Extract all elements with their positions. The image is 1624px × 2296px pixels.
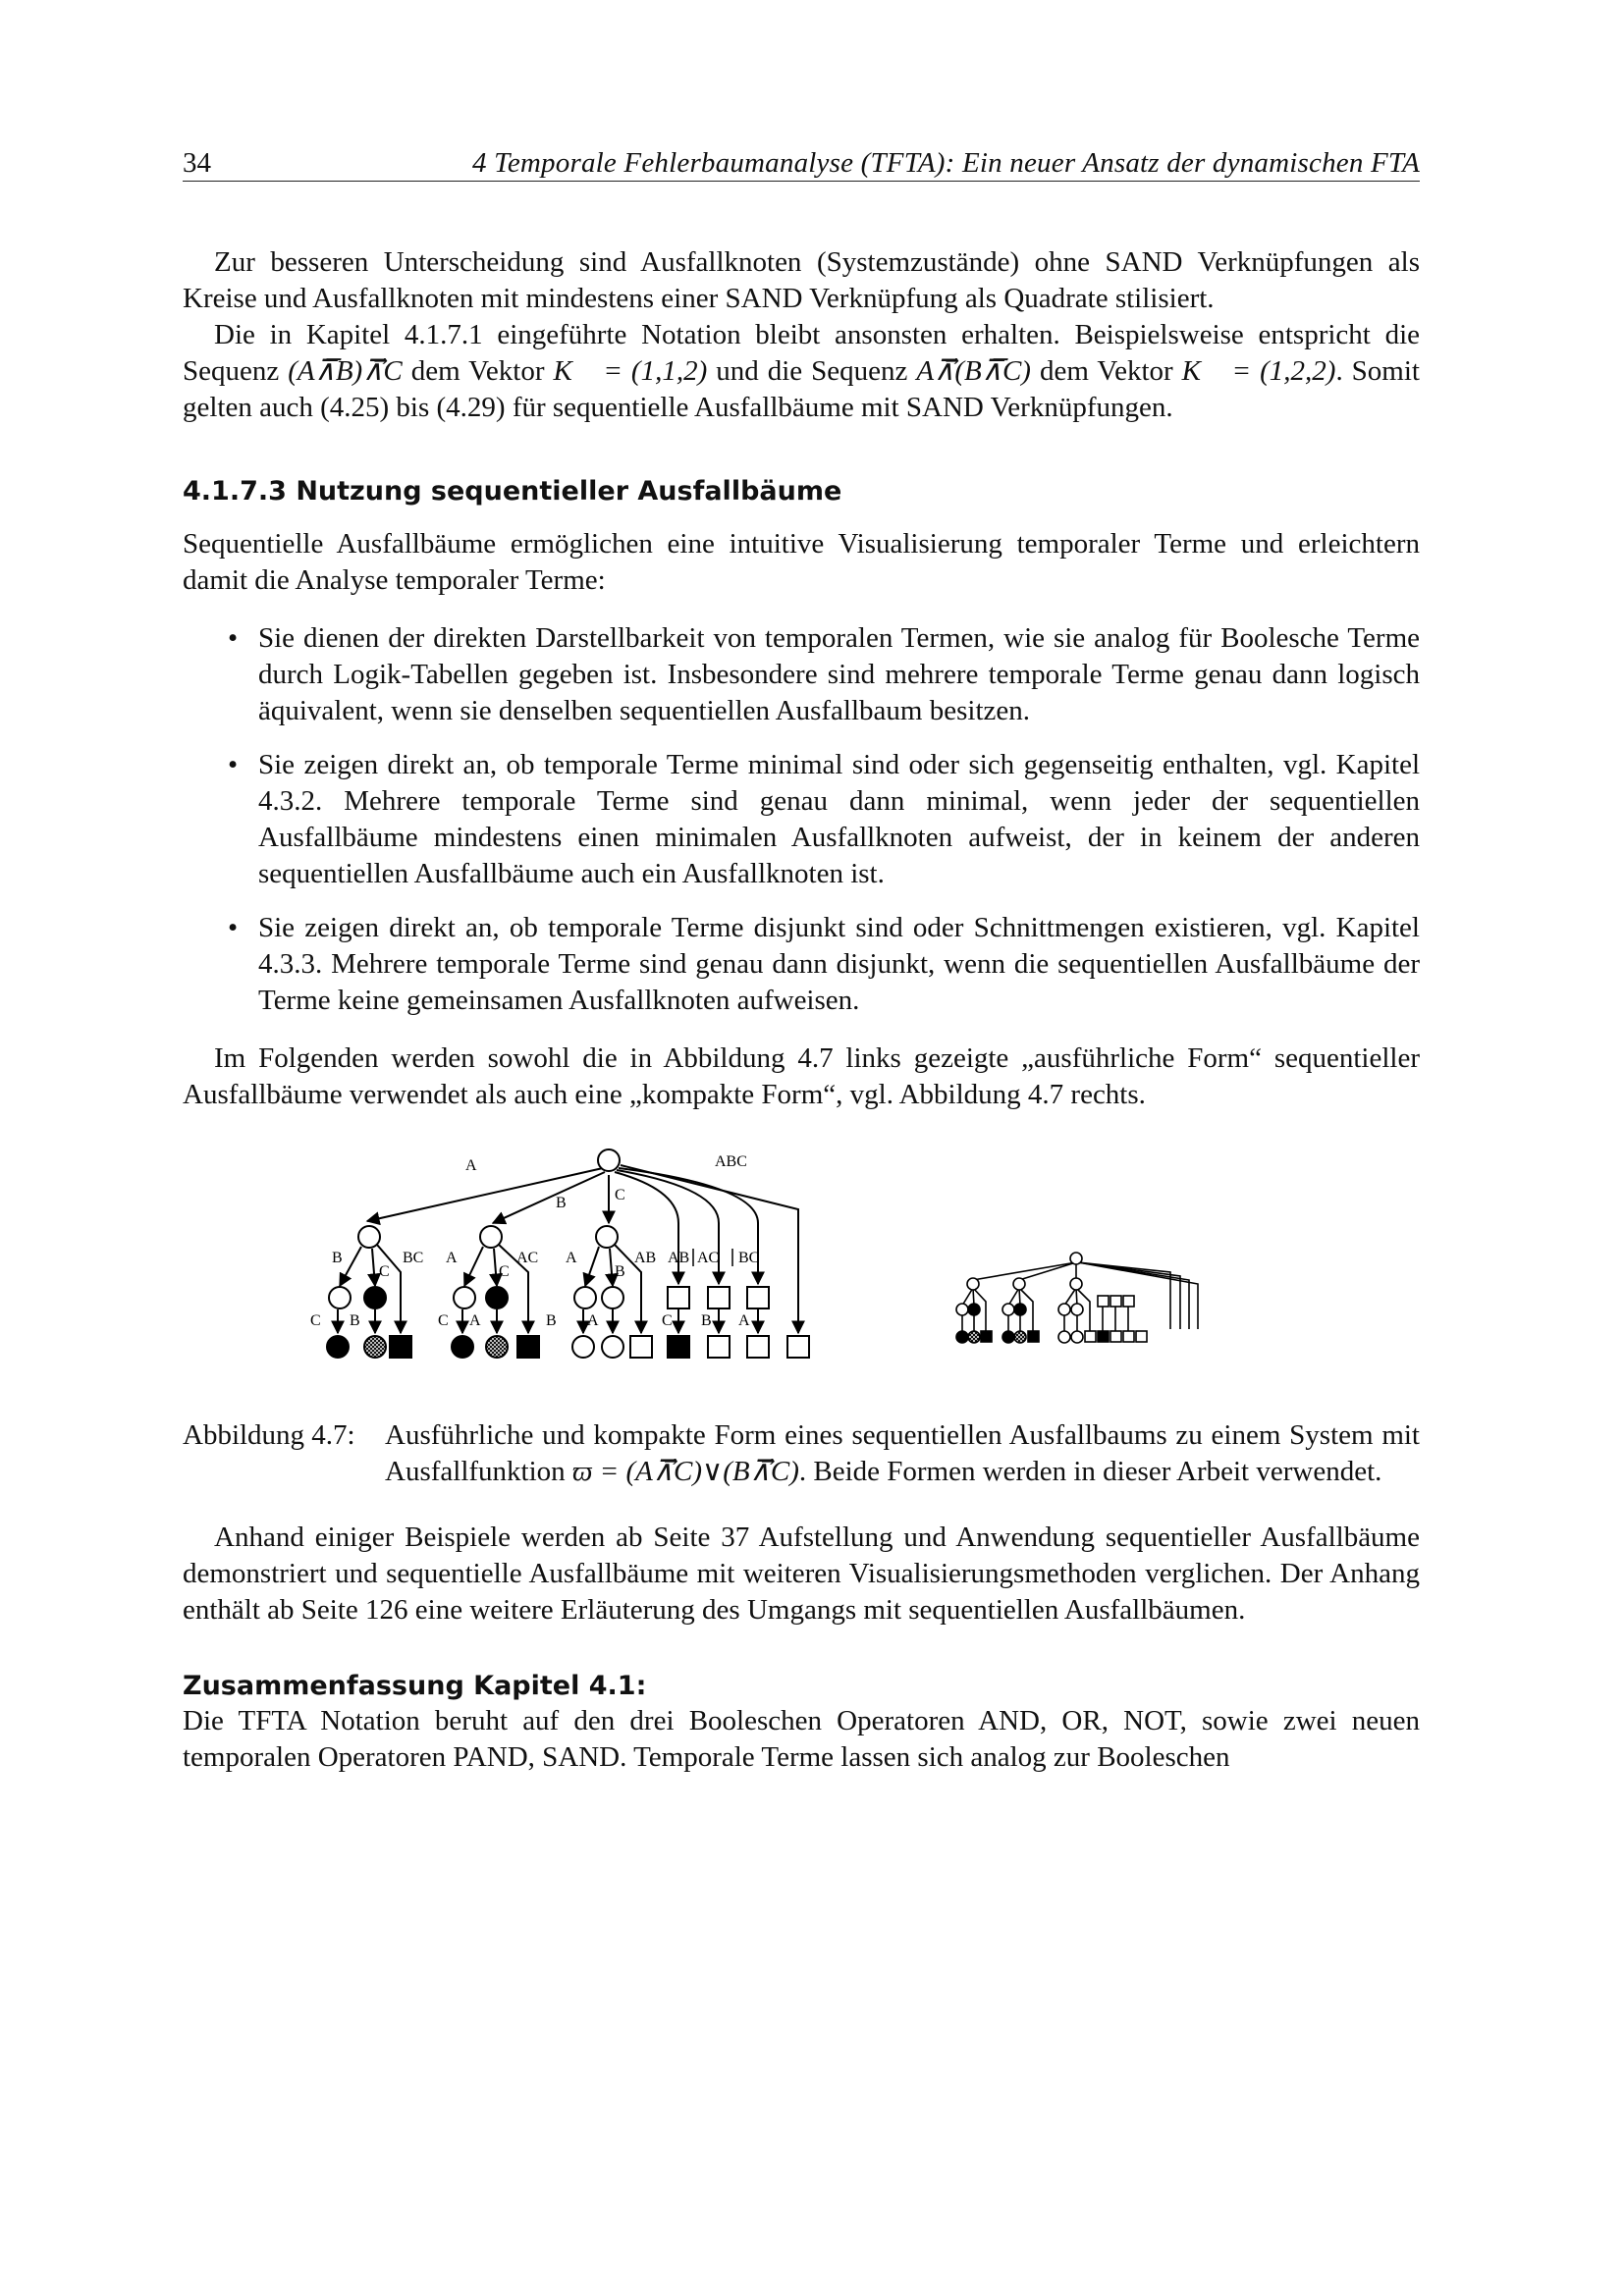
- paragraph-notation-shapes: Zur besseren Unterscheidung sind Ausfallknoten (Systemzustände) ohne SAND Verknüpfungen als Kreise und Ausfallknoten mit mindestens einer SAND Verknüpfung als Quadrate stilisiert.: [183, 246, 1420, 314]
- bullet-item: [183, 910, 1420, 1019]
- edge-label: A: [446, 1250, 458, 1266]
- text-run: Die in Kapitel 4.1.7.1 eingeführte Notation bleibt ansonsten erhalten. Beispielsweise entspricht die Sequenz: [183, 319, 1420, 387]
- running-title: 4 Temporale Fehlerbaumanalyse (TFTA): Ein neuer Ansatz der dynamischen FTA: [472, 147, 1420, 179]
- edge-label: C: [499, 1263, 510, 1280]
- node-sand-AC: [708, 1287, 730, 1308]
- paragraph-examples: Anhand einiger Beispiele werden ab Seite 37 Aufstellung und Anwendung sequentieller Ausfallbäume demonstriert und sequentielle Ausfallbäume mit weiteren Visualisierungsmethoden verglichen. Der Anhang enthält ab Seite 126 eine weitere Erläuterung des Umgangs mit sequentiellen Ausfallbäumen.: [183, 1522, 1420, 1626]
- leaf-3: [390, 1336, 411, 1358]
- leaf-8: [602, 1336, 623, 1358]
- node-AC: [364, 1287, 386, 1308]
- bullet-text: Sie zeigen direkt an, ob temporale Terme minimal sind oder sich gegenseitig enthalten, vgl. Kapitel 4.3.2. Mehrere temporale Terme sind genau dann minimal, wenn jeder der sequentiellen Ausfallbäume mindestens einen minimalen Ausfallknoten aufweist, der in keinem der anderen sequentiellen Ausfallbäume auch ein Ausfallknoten ist.: [258, 749, 1420, 889]
- summary-text: Die TFTA Notation beruht auf den drei Booleschen Operatoren AND, OR, NOT, sowie zwei neuen temporalen Operatoren PAND, SAND. Temporale Terme lassen sich analog zur Booleschen: [183, 1705, 1420, 1773]
- caption-label: Abbildung 4.7:: [183, 1419, 355, 1451]
- text-run: Ausführliche und kompakte Form eines sequentiellen Ausfallbaums zu einem System mit Ausfallfunktion: [385, 1419, 1420, 1487]
- edge-label: AC: [697, 1250, 720, 1266]
- section-intro: Sequentielle Ausfallbäume ermöglichen eine intuitive Visualisierung temporaler Terme und erleichtern damit die Analyse temporaler Terme:: [183, 528, 1420, 596]
- figure-caption: [183, 1417, 1420, 1490]
- edge-label: B: [556, 1195, 567, 1211]
- math-sequence-2: A⊼⃗(B⊼̅C): [916, 355, 1031, 387]
- running-header: [183, 137, 1420, 182]
- edge-label: BC: [403, 1250, 424, 1266]
- figure-sequential-failure-tree: [183, 1129, 1420, 1414]
- edge-label: A: [738, 1312, 750, 1329]
- node-sand-AB: [668, 1287, 689, 1308]
- leaf-12: [747, 1336, 769, 1358]
- node-sand-BC: [747, 1287, 769, 1308]
- bullet-dot-icon: •: [228, 912, 239, 943]
- edge-label: B: [546, 1312, 557, 1329]
- text-run: . Beide Formen werden in dieser Arbeit verwendet.: [798, 1456, 1382, 1487]
- edge-label: C: [379, 1263, 390, 1280]
- bullet-text: Sie dienen der direkten Darstellbarkeit von temporalen Termen, wie sie analog für Boolesche Terme durch Logik-Tabellen gegeben ist. Insbesondere sind mehrere temporale Terme genau dann logisch äquivalent, wenn sie denselben sequentiellen Ausfallbaum besitzen.: [258, 622, 1420, 726]
- node-CB: [602, 1287, 623, 1308]
- figure-svg: [183, 1129, 1420, 1414]
- edge-label: B: [701, 1312, 712, 1329]
- edge-label: ABC: [715, 1153, 747, 1170]
- paragraph-notation-vectors: [183, 317, 1420, 426]
- node-A: [358, 1226, 380, 1248]
- leaf-2: [364, 1336, 386, 1358]
- edge-label: A: [469, 1312, 481, 1329]
- text-run: dem Vektor: [402, 355, 554, 387]
- node-root: [598, 1149, 620, 1171]
- paragraph-forms: Im Folgenden werden sowohl die in Abbildung 4.7 links gezeigte „ausführliche Form“ sequentieller Ausfallbäume verwendet als auch eine „kompakte Form“, vgl. Abbildung 4.7 rechts.: [183, 1042, 1420, 1110]
- text-run: und die Sequenz: [707, 355, 917, 387]
- bullet-item: [183, 620, 1420, 729]
- edge-label: A: [587, 1312, 599, 1329]
- page: [183, 137, 1420, 1776]
- bullet-item: [183, 747, 1420, 892]
- math-vector-2: K⃗ = (1,2,2): [1181, 355, 1336, 387]
- node-C: [596, 1226, 618, 1248]
- leaf-11: [708, 1336, 730, 1358]
- node-CA: [574, 1287, 596, 1308]
- edge-label: B: [350, 1312, 360, 1329]
- math-vector-1: K⃗ = (1,1,2): [553, 355, 708, 387]
- edge-label: A: [465, 1157, 477, 1174]
- summary-heading: Zusammenfassung Kapitel 4.1:: [183, 1671, 647, 1701]
- text-run: . Somit gelten auch (4.25) bis (4.29) für sequentielle Ausfallbäume mit SAND Verknüpfungen.: [183, 355, 1420, 423]
- page-number: 34: [183, 147, 211, 179]
- edge-label: AB: [668, 1250, 690, 1266]
- node-B: [480, 1226, 502, 1248]
- edge-root-AC: [617, 1170, 719, 1284]
- leaf-1: [327, 1336, 349, 1358]
- edge-root-A: [367, 1168, 603, 1221]
- leaf-6: [517, 1336, 539, 1358]
- bullet-list: [183, 620, 1420, 1019]
- edge-label: C: [615, 1187, 625, 1203]
- leaf-13: [787, 1336, 809, 1358]
- bullet-dot-icon: •: [228, 749, 239, 780]
- section-heading: 4.1.7.3 Nutzung sequentieller Ausfallbäume: [183, 476, 842, 507]
- edge-label: B: [332, 1250, 343, 1266]
- caption-formula: ϖ = (A⊼⃗C)∨(B⊼⃗C): [571, 1456, 799, 1487]
- node-BA: [454, 1287, 475, 1308]
- leaf-10: [668, 1336, 689, 1358]
- edge-label: C: [310, 1312, 321, 1329]
- node-BC: [486, 1287, 508, 1308]
- caption-text: [385, 1417, 1420, 1490]
- math-sequence-1: (A⊼̅B)⊼⃗C: [288, 355, 403, 387]
- edge-label: B: [615, 1263, 625, 1280]
- leaf-4: [452, 1336, 473, 1358]
- leaf-7: [572, 1336, 594, 1358]
- bullet-text: Sie zeigen direkt an, ob temporale Terme disjunkt sind oder Schnittmengen existieren, vgl. Kapitel 4.3.3. Mehrere temporale Terme sind genau dann disjunkt, wenn die sequentiellen Ausfallbäume der Terme keine gemeinsamen Ausfallknoten aufweisen.: [258, 912, 1420, 1016]
- edge-label: BC: [738, 1250, 760, 1266]
- text-run: dem Vektor: [1030, 355, 1182, 387]
- leaf-9: [630, 1336, 652, 1358]
- edge-label: A: [566, 1250, 577, 1266]
- edge-label: C: [662, 1312, 673, 1329]
- edge-label: AC: [516, 1250, 539, 1266]
- edge-label: C: [438, 1312, 449, 1329]
- leaf-5: [486, 1336, 508, 1358]
- edge-root-BC: [619, 1168, 758, 1284]
- compact-tree: [962, 1262, 1198, 1337]
- node-AB: [329, 1287, 351, 1308]
- edge-label: AB: [634, 1250, 657, 1266]
- bullet-dot-icon: •: [228, 622, 239, 654]
